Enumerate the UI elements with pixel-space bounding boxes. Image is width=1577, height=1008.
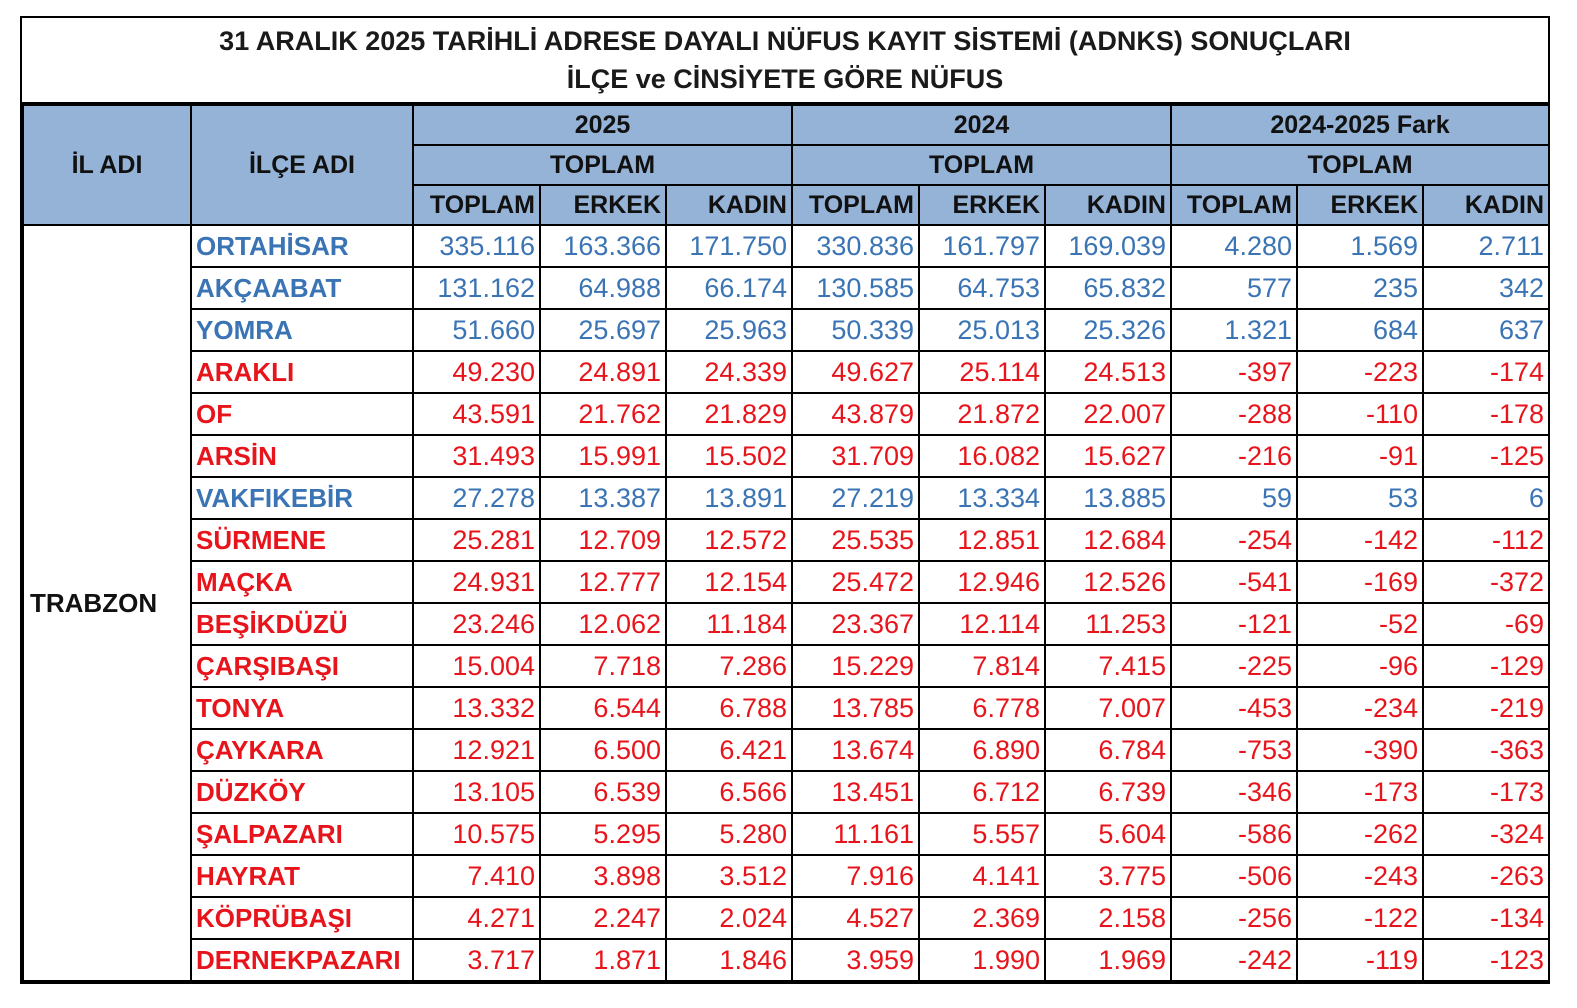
cell-toplam-diff: 1.321 — [1171, 309, 1297, 351]
cell-kadin-2024: 6.784 — [1045, 729, 1171, 771]
cell-erkek-2024: 6.712 — [919, 771, 1045, 813]
header-kadin-2024: KADIN — [1045, 185, 1171, 225]
cell-toplam-diff: -256 — [1171, 897, 1297, 939]
cell-erkek-2025: 12.062 — [540, 603, 666, 645]
cell-erkek-2025: 163.366 — [540, 225, 666, 267]
cell-erkek-2024: 6.890 — [919, 729, 1045, 771]
cell-kadin-diff: -125 — [1423, 435, 1549, 477]
cell-toplam-diff: 577 — [1171, 267, 1297, 309]
cell-erkek-2025: 6.539 — [540, 771, 666, 813]
cell-erkek-2024: 12.114 — [919, 603, 1045, 645]
cell-erkek-2024: 13.334 — [919, 477, 1045, 519]
table-row — [23, 603, 1549, 645]
cell-kadin-2025: 15.502 — [666, 435, 792, 477]
cell-toplam-2024: 7.916 — [792, 855, 919, 897]
cell-erkek-2024: 16.082 — [919, 435, 1045, 477]
cell-toplam-2024: 4.527 — [792, 897, 919, 939]
ilce-name-cell: MAÇKA — [191, 561, 413, 603]
cell-kadin-diff: -174 — [1423, 351, 1549, 393]
cell-toplam-2025: 27.278 — [413, 477, 540, 519]
cell-erkek-diff: -96 — [1297, 645, 1423, 687]
cell-kadin-2025: 13.891 — [666, 477, 792, 519]
cell-toplam-2025: 49.230 — [413, 351, 540, 393]
ilce-name-cell: YOMRA — [191, 309, 413, 351]
cell-toplam-diff: -288 — [1171, 393, 1297, 435]
cell-erkek-2025: 15.991 — [540, 435, 666, 477]
cell-toplam-diff: -242 — [1171, 939, 1297, 981]
cell-erkek-diff: -52 — [1297, 603, 1423, 645]
il-name-cell: TRABZON — [23, 225, 191, 981]
cell-erkek-2025: 6.544 — [540, 687, 666, 729]
cell-erkek-2025: 6.500 — [540, 729, 666, 771]
cell-erkek-diff: 235 — [1297, 267, 1423, 309]
ilce-name-cell: KÖPRÜBAŞI — [191, 897, 413, 939]
header-kadin-diff: KADIN — [1423, 185, 1549, 225]
cell-kadin-2024: 25.326 — [1045, 309, 1171, 351]
cell-kadin-2024: 24.513 — [1045, 351, 1171, 393]
cell-erkek-diff: 1.569 — [1297, 225, 1423, 267]
cell-toplam-2024: 13.451 — [792, 771, 919, 813]
cell-erkek-diff: -142 — [1297, 519, 1423, 561]
cell-kadin-diff: -134 — [1423, 897, 1549, 939]
cell-erkek-2024: 4.141 — [919, 855, 1045, 897]
table-body — [23, 225, 1549, 981]
cell-kadin-diff: -129 — [1423, 645, 1549, 687]
cell-kadin-2025: 3.512 — [666, 855, 792, 897]
cell-toplam-2025: 24.931 — [413, 561, 540, 603]
cell-kadin-diff: -178 — [1423, 393, 1549, 435]
cell-erkek-diff: -223 — [1297, 351, 1423, 393]
table-row — [23, 561, 1549, 603]
header-toplam-2025: TOPLAM — [413, 185, 540, 225]
cell-kadin-2025: 6.788 — [666, 687, 792, 729]
table-row — [23, 897, 1549, 939]
cell-toplam-2025: 3.717 — [413, 939, 540, 981]
header-ilce-adi: İLÇE ADI — [191, 105, 413, 225]
ilce-name-cell: ŞALPAZARI — [191, 813, 413, 855]
cell-erkek-2024: 7.814 — [919, 645, 1045, 687]
cell-erkek-2024: 12.851 — [919, 519, 1045, 561]
cell-toplam-diff: 59 — [1171, 477, 1297, 519]
cell-toplam-diff: -121 — [1171, 603, 1297, 645]
cell-erkek-2025: 3.898 — [540, 855, 666, 897]
cell-kadin-2025: 6.566 — [666, 771, 792, 813]
cell-toplam-diff: -506 — [1171, 855, 1297, 897]
cell-kadin-2025: 6.421 — [666, 729, 792, 771]
cell-erkek-2024: 1.990 — [919, 939, 1045, 981]
cell-kadin-diff: 2.711 — [1423, 225, 1549, 267]
cell-erkek-2025: 12.709 — [540, 519, 666, 561]
cell-toplam-2025: 7.410 — [413, 855, 540, 897]
cell-kadin-2024: 65.832 — [1045, 267, 1171, 309]
cell-toplam-2024: 13.674 — [792, 729, 919, 771]
cell-toplam-2024: 50.339 — [792, 309, 919, 351]
header-toplam-group-diff: TOPLAM — [1171, 145, 1549, 185]
header-erkek-2024: ERKEK — [919, 185, 1045, 225]
cell-erkek-diff: -169 — [1297, 561, 1423, 603]
cell-kadin-2024: 22.007 — [1045, 393, 1171, 435]
header-toplam-2024: TOPLAM — [792, 185, 919, 225]
ilce-name-cell: HAYRAT — [191, 855, 413, 897]
cell-kadin-2025: 7.286 — [666, 645, 792, 687]
cell-toplam-2024: 130.585 — [792, 267, 919, 309]
cell-erkek-diff: -91 — [1297, 435, 1423, 477]
ilce-name-cell: ÇAYKARA — [191, 729, 413, 771]
cell-erkek-2025: 2.247 — [540, 897, 666, 939]
table-row — [23, 939, 1549, 981]
table-row — [23, 771, 1549, 813]
header-toplam-group-2024: TOPLAM — [792, 145, 1171, 185]
cell-kadin-diff: 6 — [1423, 477, 1549, 519]
cell-toplam-2024: 43.879 — [792, 393, 919, 435]
cell-toplam-2025: 13.332 — [413, 687, 540, 729]
cell-erkek-2024: 12.946 — [919, 561, 1045, 603]
cell-erkek-2025: 25.697 — [540, 309, 666, 351]
cell-kadin-2024: 7.007 — [1045, 687, 1171, 729]
cell-erkek-2025: 24.891 — [540, 351, 666, 393]
cell-erkek-2024: 64.753 — [919, 267, 1045, 309]
cell-kadin-2024: 11.253 — [1045, 603, 1171, 645]
cell-erkek-2024: 6.778 — [919, 687, 1045, 729]
table-row — [23, 687, 1549, 729]
cell-erkek-2024: 21.872 — [919, 393, 1045, 435]
header-year-2024: 2024 — [792, 105, 1171, 145]
cell-toplam-diff: -216 — [1171, 435, 1297, 477]
ilce-name-cell: DÜZKÖY — [191, 771, 413, 813]
cell-erkek-2025: 7.718 — [540, 645, 666, 687]
cell-toplam-diff: -397 — [1171, 351, 1297, 393]
cell-toplam-2025: 10.575 — [413, 813, 540, 855]
cell-erkek-2025: 12.777 — [540, 561, 666, 603]
cell-erkek-diff: -173 — [1297, 771, 1423, 813]
cell-erkek-2024: 25.013 — [919, 309, 1045, 351]
cell-toplam-2024: 330.836 — [792, 225, 919, 267]
cell-kadin-2024: 15.627 — [1045, 435, 1171, 477]
header-erkek-diff: ERKEK — [1297, 185, 1423, 225]
cell-toplam-diff: 4.280 — [1171, 225, 1297, 267]
cell-kadin-diff: -219 — [1423, 687, 1549, 729]
cell-erkek-2025: 1.871 — [540, 939, 666, 981]
title-block — [22, 18, 1548, 104]
table-row — [23, 645, 1549, 687]
cell-erkek-diff: 53 — [1297, 477, 1423, 519]
cell-kadin-2024: 12.526 — [1045, 561, 1171, 603]
table-row — [23, 435, 1549, 477]
cell-toplam-diff: -541 — [1171, 561, 1297, 603]
cell-erkek-diff: -110 — [1297, 393, 1423, 435]
ilce-name-cell: SÜRMENE — [191, 519, 413, 561]
cell-kadin-2024: 13.885 — [1045, 477, 1171, 519]
cell-kadin-2024: 3.775 — [1045, 855, 1171, 897]
cell-erkek-2024: 5.557 — [919, 813, 1045, 855]
cell-kadin-2024: 1.969 — [1045, 939, 1171, 981]
cell-erkek-diff: 684 — [1297, 309, 1423, 351]
cell-toplam-2024: 11.161 — [792, 813, 919, 855]
cell-kadin-diff: -112 — [1423, 519, 1549, 561]
title-line-2: İLÇE ve CİNSİYETE GÖRE NÜFUS — [566, 64, 1004, 94]
cell-kadin-diff: -324 — [1423, 813, 1549, 855]
ilce-name-cell: VAKFIKEBİR — [191, 477, 413, 519]
title-line-1: 31 ARALIK 2025 TARİHLİ ADRESE DAYALI NÜFUS KAYIT SİSTEMİ (ADNKS) SONUÇLARI — [219, 26, 1351, 56]
header-erkek-2025: ERKEK — [540, 185, 666, 225]
ilce-name-cell: OF — [191, 393, 413, 435]
cell-kadin-2024: 5.604 — [1045, 813, 1171, 855]
cell-kadin-diff: 342 — [1423, 267, 1549, 309]
cell-kadin-2025: 12.572 — [666, 519, 792, 561]
table-row — [23, 855, 1549, 897]
ilce-name-cell: ORTAHİSAR — [191, 225, 413, 267]
cell-erkek-diff: -234 — [1297, 687, 1423, 729]
cell-kadin-diff: -173 — [1423, 771, 1549, 813]
table-row — [23, 519, 1549, 561]
header-il-adi: İL ADI — [23, 105, 191, 225]
header-toplam-diff: TOPLAM — [1171, 185, 1297, 225]
ilce-name-cell: ARAKLI — [191, 351, 413, 393]
cell-kadin-2024: 2.158 — [1045, 897, 1171, 939]
ilce-name-cell: DERNEKPAZARI — [191, 939, 413, 981]
cell-toplam-2025: 25.281 — [413, 519, 540, 561]
table-row — [23, 813, 1549, 855]
cell-toplam-diff: -346 — [1171, 771, 1297, 813]
cell-toplam-diff: -586 — [1171, 813, 1297, 855]
cell-toplam-2024: 27.219 — [792, 477, 919, 519]
cell-toplam-diff: -753 — [1171, 729, 1297, 771]
cell-toplam-diff: -453 — [1171, 687, 1297, 729]
cell-toplam-2025: 51.660 — [413, 309, 540, 351]
cell-kadin-2025: 171.750 — [666, 225, 792, 267]
cell-toplam-2025: 131.162 — [413, 267, 540, 309]
cell-erkek-2024: 25.114 — [919, 351, 1045, 393]
header-diff: 2024-2025 Fark — [1171, 105, 1549, 145]
cell-erkek-2025: 5.295 — [540, 813, 666, 855]
cell-kadin-2025: 66.174 — [666, 267, 792, 309]
cell-kadin-2024: 12.684 — [1045, 519, 1171, 561]
cell-toplam-2025: 4.271 — [413, 897, 540, 939]
cell-toplam-2025: 23.246 — [413, 603, 540, 645]
cell-kadin-diff: -123 — [1423, 939, 1549, 981]
cell-kadin-2025: 5.280 — [666, 813, 792, 855]
cell-kadin-2025: 2.024 — [666, 897, 792, 939]
ilce-name-cell: AKÇAABAT — [191, 267, 413, 309]
cell-kadin-2025: 1.846 — [666, 939, 792, 981]
cell-toplam-2024: 13.785 — [792, 687, 919, 729]
cell-kadin-diff: -263 — [1423, 855, 1549, 897]
header-toplam-group-2025: TOPLAM — [413, 145, 792, 185]
cell-toplam-2025: 335.116 — [413, 225, 540, 267]
cell-toplam-2024: 25.472 — [792, 561, 919, 603]
cell-kadin-diff: 637 — [1423, 309, 1549, 351]
cell-erkek-2025: 64.988 — [540, 267, 666, 309]
cell-toplam-2025: 15.004 — [413, 645, 540, 687]
cell-toplam-2024: 23.367 — [792, 603, 919, 645]
cell-kadin-diff: -363 — [1423, 729, 1549, 771]
cell-toplam-2024: 3.959 — [792, 939, 919, 981]
cell-kadin-diff: -372 — [1423, 561, 1549, 603]
table-row — [23, 729, 1549, 771]
table-row — [23, 477, 1549, 519]
cell-toplam-diff: -225 — [1171, 645, 1297, 687]
header-kadin-2025: KADIN — [666, 185, 792, 225]
cell-erkek-2024: 2.369 — [919, 897, 1045, 939]
table-row — [23, 309, 1549, 351]
cell-erkek-diff: -119 — [1297, 939, 1423, 981]
population-sheet — [20, 16, 1550, 984]
cell-toplam-2024: 31.709 — [792, 435, 919, 477]
table-row — [23, 267, 1549, 309]
table-row — [23, 393, 1549, 435]
ilce-name-cell: TONYA — [191, 687, 413, 729]
ilce-name-cell: ARSİN — [191, 435, 413, 477]
table-row — [23, 225, 1549, 267]
cell-kadin-2025: 21.829 — [666, 393, 792, 435]
cell-kadin-2024: 169.039 — [1045, 225, 1171, 267]
cell-kadin-2024: 6.739 — [1045, 771, 1171, 813]
cell-toplam-diff: -254 — [1171, 519, 1297, 561]
cell-toplam-2025: 31.493 — [413, 435, 540, 477]
cell-kadin-2024: 7.415 — [1045, 645, 1171, 687]
cell-kadin-2025: 24.339 — [666, 351, 792, 393]
cell-kadin-2025: 25.963 — [666, 309, 792, 351]
cell-erkek-2025: 13.387 — [540, 477, 666, 519]
cell-erkek-2025: 21.762 — [540, 393, 666, 435]
cell-toplam-2024: 49.627 — [792, 351, 919, 393]
cell-erkek-diff: -243 — [1297, 855, 1423, 897]
cell-toplam-2025: 43.591 — [413, 393, 540, 435]
cell-erkek-2024: 161.797 — [919, 225, 1045, 267]
cell-toplam-2024: 25.535 — [792, 519, 919, 561]
header-year-2025: 2025 — [413, 105, 792, 145]
cell-toplam-2025: 12.921 — [413, 729, 540, 771]
cell-erkek-diff: -122 — [1297, 897, 1423, 939]
cell-erkek-diff: -262 — [1297, 813, 1423, 855]
table-row — [23, 351, 1549, 393]
ilce-name-cell: BEŞİKDÜZÜ — [191, 603, 413, 645]
ilce-name-cell: ÇARŞIBAŞI — [191, 645, 413, 687]
cell-erkek-diff: -390 — [1297, 729, 1423, 771]
cell-kadin-diff: -69 — [1423, 603, 1549, 645]
cell-kadin-2025: 12.154 — [666, 561, 792, 603]
cell-toplam-2024: 15.229 — [792, 645, 919, 687]
population-table — [22, 104, 1550, 982]
cell-kadin-2025: 11.184 — [666, 603, 792, 645]
cell-toplam-2025: 13.105 — [413, 771, 540, 813]
